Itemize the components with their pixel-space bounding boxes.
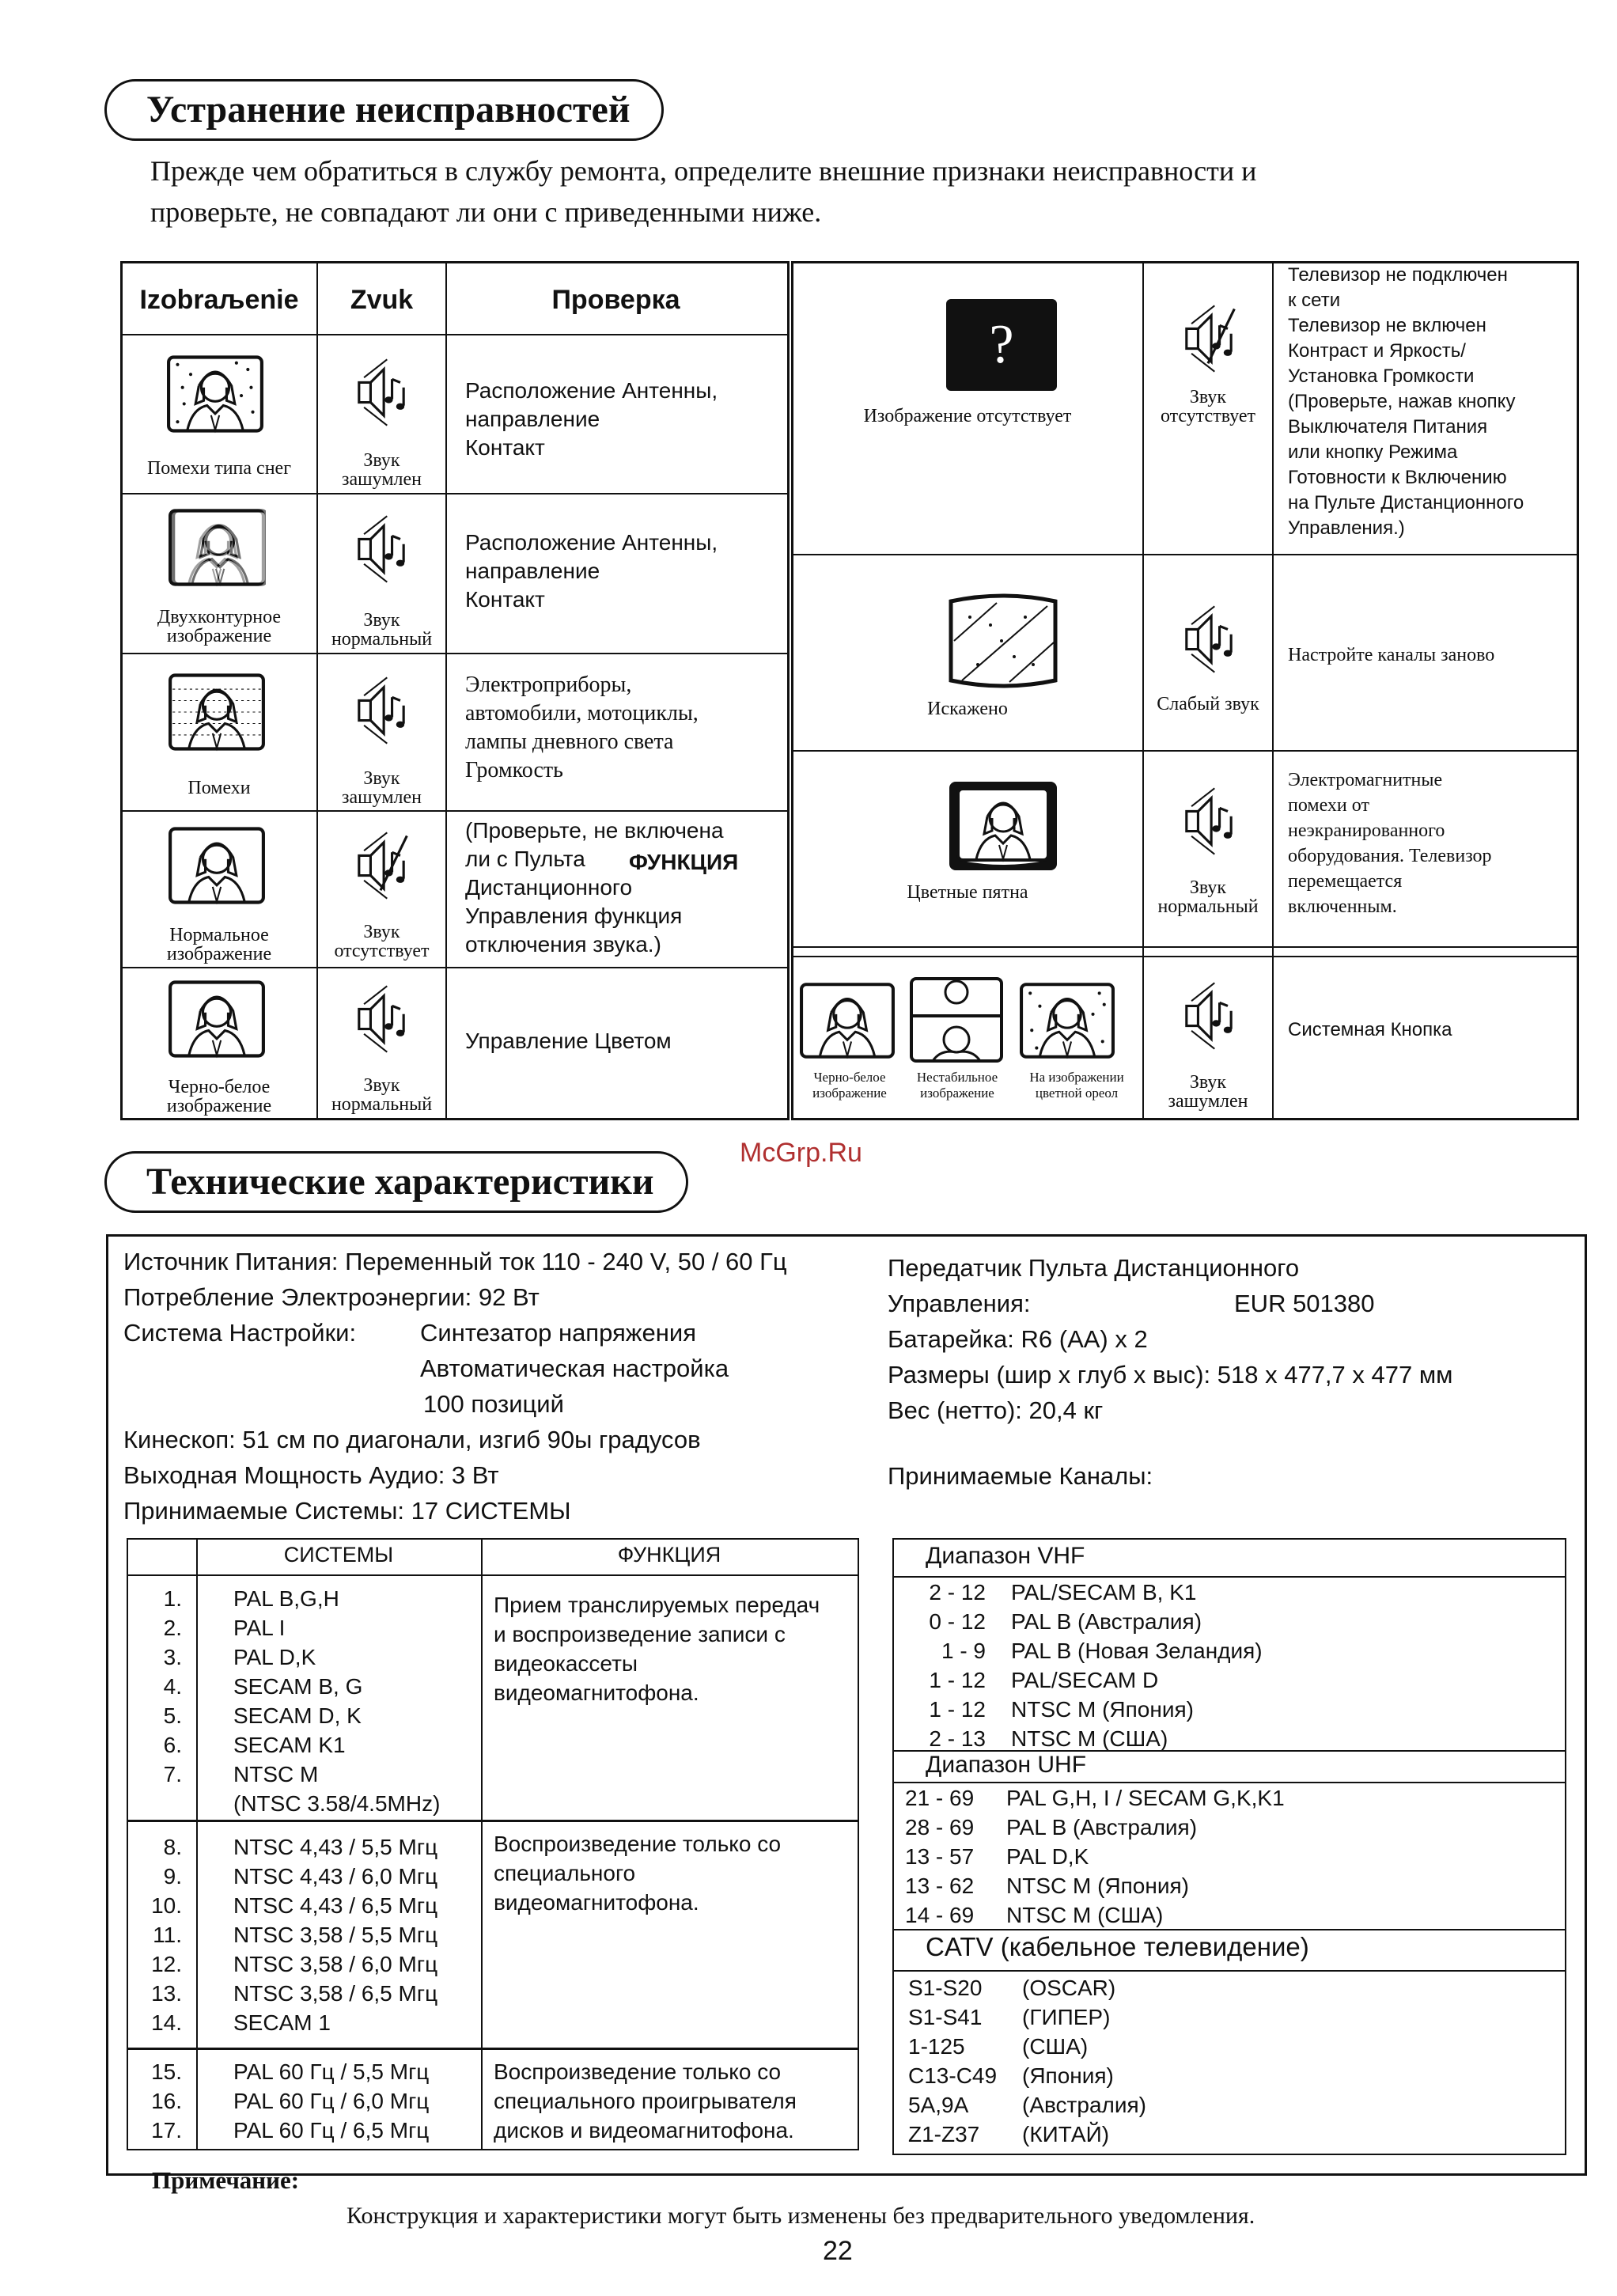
left-row-4-check: (Проверьте, не включена ли с Пульта Дистанционного Управления функция отключения звука.) xyxy=(465,818,724,957)
unstable-picture-icon xyxy=(908,976,1005,1063)
uhf-title: Диапазон UHF xyxy=(926,1752,1087,1778)
systems-group-2-systems: NTSC 4,43 / 5,5 Мгц NTSC 4,43 / 6,0 Мгц NTSC 4,43 / 6,5 Мгц NTSC 3,58 / 5,5 Мгц NTSC 3,58 / 6,0 Мгц NTSC 3,58 / 6,5 Мгц SECAM 1 xyxy=(233,1835,438,2035)
left-row-1-check: Расположение Антенны, направление Контакт xyxy=(465,378,718,460)
systems-group-2-numbers: 8. 9. 10. 11. 12. 13. 14. xyxy=(151,1835,182,2035)
right-row-4-sound-label: Звук зашумлен xyxy=(1168,1072,1248,1112)
tuning-system: Система Настройки: Синтезатор напряжения Автоматическая настройка 100 позиций xyxy=(123,1319,729,1418)
left-row-4-sound-label: Звук отсутствует xyxy=(334,922,430,961)
systems-group-3-function: Воспроизведение только со специального проигрывателя дисков и видеомагнитофона. xyxy=(494,2059,797,2143)
no-picture-icon: ? xyxy=(946,299,1057,391)
right-row-4-picture-label-3: На изображении цветной ореол xyxy=(1029,1070,1124,1101)
troubleshooting-intro xyxy=(150,150,1495,233)
left-row-4-check-extra: ФУНКЦИЯ xyxy=(629,850,739,874)
power-source: Источник Питания: Переменный ток 110 - 240 V, 50 / 60 Гц xyxy=(123,1248,787,1275)
specs-right-block xyxy=(888,1250,1452,1494)
right-row-1-picture-label: Изображение отсутствует xyxy=(863,406,1072,426)
systems-group-3-numbers: 15. 16. 17. xyxy=(151,2059,182,2143)
header-sound: Zvuk xyxy=(350,285,414,315)
received-channels-label: Принимаемые Каналы: xyxy=(888,1462,1153,1490)
right-row-4-picture-label-2: Нестабильное изображение xyxy=(916,1070,998,1101)
page-number: 22 xyxy=(823,2236,853,2266)
distorted-picture-icon xyxy=(946,593,1060,688)
left-row-3-check: Электроприборы, автомобили, мотоциклы, лампы дневного света Громкость xyxy=(465,673,699,782)
right-row-3-picture-label: Цветные пятна xyxy=(907,882,1028,903)
right-row-2-check: Настройте каналы заново xyxy=(1288,645,1495,665)
left-row-3-sound-label: Звук зашумлен xyxy=(342,768,422,808)
right-row-1-check: Телевизор не подключен к сети Телевизор не включен Контраст и Яркость/ Установка Громкости (Проверьте, нажав кнопку Выключателя Питания или кнопку Режима Готовности к Включению на Пульте Дистанционного Управления.) xyxy=(1288,264,1524,539)
ghost-picture-icon xyxy=(168,506,266,589)
speaker-muted-icon xyxy=(1169,301,1248,377)
bw-picture-icon xyxy=(168,978,266,1060)
speaker-noisy-icon xyxy=(342,354,421,430)
speaker-normal-icon xyxy=(1169,783,1248,859)
header-check: Проверка xyxy=(551,285,680,315)
left-row-3-picture-label: Помехи xyxy=(187,778,251,798)
left-row-5-check: Управление Цветом xyxy=(465,1029,672,1053)
snow-picture-icon xyxy=(166,354,264,434)
uhf-systems: PAL G,H, I / SECAM G,K,K1 PAL B (Австралия) PAL D,K NTSC M (Япония) NTSC M (США) xyxy=(1006,1786,1285,1927)
specs-left-block xyxy=(123,1244,787,1529)
audio-output: Выходная Мощность Аудио: 3 Вт xyxy=(123,1461,499,1489)
speaker-normal-icon xyxy=(342,511,421,587)
vhf-systems: PAL/SECAM B, K1 PAL B (Австралия) PAL B (Новая Зеландия) PAL/SECAM D NTSC M (Япония) NTSC M (США) xyxy=(1011,1580,1263,1751)
remote-label-1: Передатчик Пульта Дистанционного xyxy=(888,1254,1300,1282)
left-row-2-check: Расположение Антенны, направление Контакт xyxy=(465,530,718,612)
left-row-4-picture-label: Нормальное изображение xyxy=(166,925,272,964)
systems-group-2-function: Воспроизведение только со специального видеомагнитофона. xyxy=(494,1832,782,1915)
header-picture: Izobraљenie xyxy=(139,285,299,315)
speaker-noisy-icon xyxy=(1169,978,1248,1054)
remote-label-2: Управления: EUR 501380 xyxy=(888,1286,1452,1321)
normal-picture-icon xyxy=(168,824,266,907)
color-halo-picture-icon xyxy=(1019,981,1115,1060)
right-row-1-sound-label: Звук отсутствует xyxy=(1160,387,1256,426)
systems-col-header: СИСТЕМЫ xyxy=(283,1543,394,1567)
catv-title: CATV (кабельное телевидение) xyxy=(926,1932,1309,1961)
picture-tube: Кинескоп: 51 см по диагонали, изгиб 90ы градусов xyxy=(123,1426,701,1453)
note-label: Примечание: xyxy=(152,2166,300,2194)
speaker-noisy-icon xyxy=(342,673,421,748)
left-row-1-picture-label: Помехи типа снег xyxy=(146,458,292,479)
power-consumption: Потребление Электроэнергии: 92 Вт xyxy=(123,1283,540,1311)
dimensions: Размеры (шир x глуб x выс): 518 x 477,7 x 477 мм xyxy=(888,1361,1453,1389)
vhf-ranges: 2 - 12 0 - 12 1 - 9 1 - 12 1 - 12 2 - 13 xyxy=(929,1580,986,1751)
remote-model: EUR 501380 xyxy=(1234,1290,1375,1317)
systems-group-1-function: Прием транслируемых передач и воспроизведение записи с видеокассеты видеомагнитофона. xyxy=(494,1593,820,1705)
color-patches-picture-icon xyxy=(946,779,1060,873)
right-row-2-picture-label: Искажено xyxy=(927,699,1008,719)
systems-group-3-systems: PAL 60 Гц / 5,5 Мгц PAL 60 Гц / 6,0 Мгц PAL 60 Гц / 6,5 Мгц xyxy=(233,2059,430,2143)
vhf-title: Диапазон VHF xyxy=(926,1543,1085,1569)
interference-picture-icon xyxy=(168,673,266,752)
catv-ranges: S1-S20 S1-S41 1-125 C13-C49 5A,9A Z1-Z37 xyxy=(908,1976,998,2146)
note-text: Конструкция и характеристики могут быть изменены без предварительного уведомления. xyxy=(346,2203,1255,2229)
intro-line-2: проверьте, не совпадают ли они с приведенными ниже. xyxy=(150,196,822,228)
left-row-2-picture-label: Двухконтурное изображение xyxy=(157,607,282,646)
left-row-1-sound-label: Звук зашумлен xyxy=(342,450,422,490)
specs-title: Технические характеристики xyxy=(104,1151,688,1213)
right-row-2-sound-label: Слабый звук xyxy=(1157,694,1259,714)
function-col-header: ФУНКЦИЯ xyxy=(617,1543,721,1567)
right-row-3-check: Электромагнитные помехи от неэкранированного оборудования. Телевизор перемещается включенным. xyxy=(1288,770,1492,917)
right-row-4-check: Системная Кнопка xyxy=(1288,1019,1452,1040)
systems-group-1-systems: PAL B,G,H PAL I PAL D,K SECAM B, G SECAM D, K SECAM K1 NTSC M (NTSC 3.58/4.5MHz) xyxy=(233,1586,441,1816)
right-row-3-sound-label: Звук нормальный xyxy=(1157,877,1259,917)
bw-small-picture-icon xyxy=(799,981,896,1060)
systems-group-1-numbers: 1. 2. 3. 4. 5. 6. 7. xyxy=(163,1586,182,1786)
right-row-4-picture-label-1: Черно-белое изображение xyxy=(812,1070,887,1101)
catv-systems: (OSCAR) (ГИПЕР) (США) (Япония) (Австралия) (КИТАЙ) xyxy=(1022,1976,1146,2146)
speaker-normal-icon xyxy=(342,981,421,1057)
battery: Батарейка: R6 (AA) x 2 xyxy=(888,1325,1148,1353)
uhf-ranges: 21 - 69 28 - 69 13 - 57 13 - 62 14 - 69 xyxy=(905,1786,975,1927)
speaker-muted-icon xyxy=(342,828,421,904)
left-row-5-picture-label: Черно-белое изображение xyxy=(166,1077,272,1116)
troubleshooting-title: Устранение неисправностей xyxy=(104,79,664,141)
received-systems: Принимаемые Системы: 17 СИСТЕМЫ xyxy=(123,1497,571,1525)
watermark: McGrp.Ru xyxy=(740,1138,862,1168)
intro-line-1: Прежде чем обратиться в службу ремонта, определите внешние признаки неисправности и xyxy=(150,155,1257,187)
left-row-5-sound-label: Звук нормальный xyxy=(331,1075,433,1115)
speaker-weak-icon xyxy=(1169,601,1248,677)
left-row-2-sound-label: Звук нормальный xyxy=(331,610,433,650)
weight: Вес (нетто): 20,4 кг xyxy=(888,1396,1104,1424)
